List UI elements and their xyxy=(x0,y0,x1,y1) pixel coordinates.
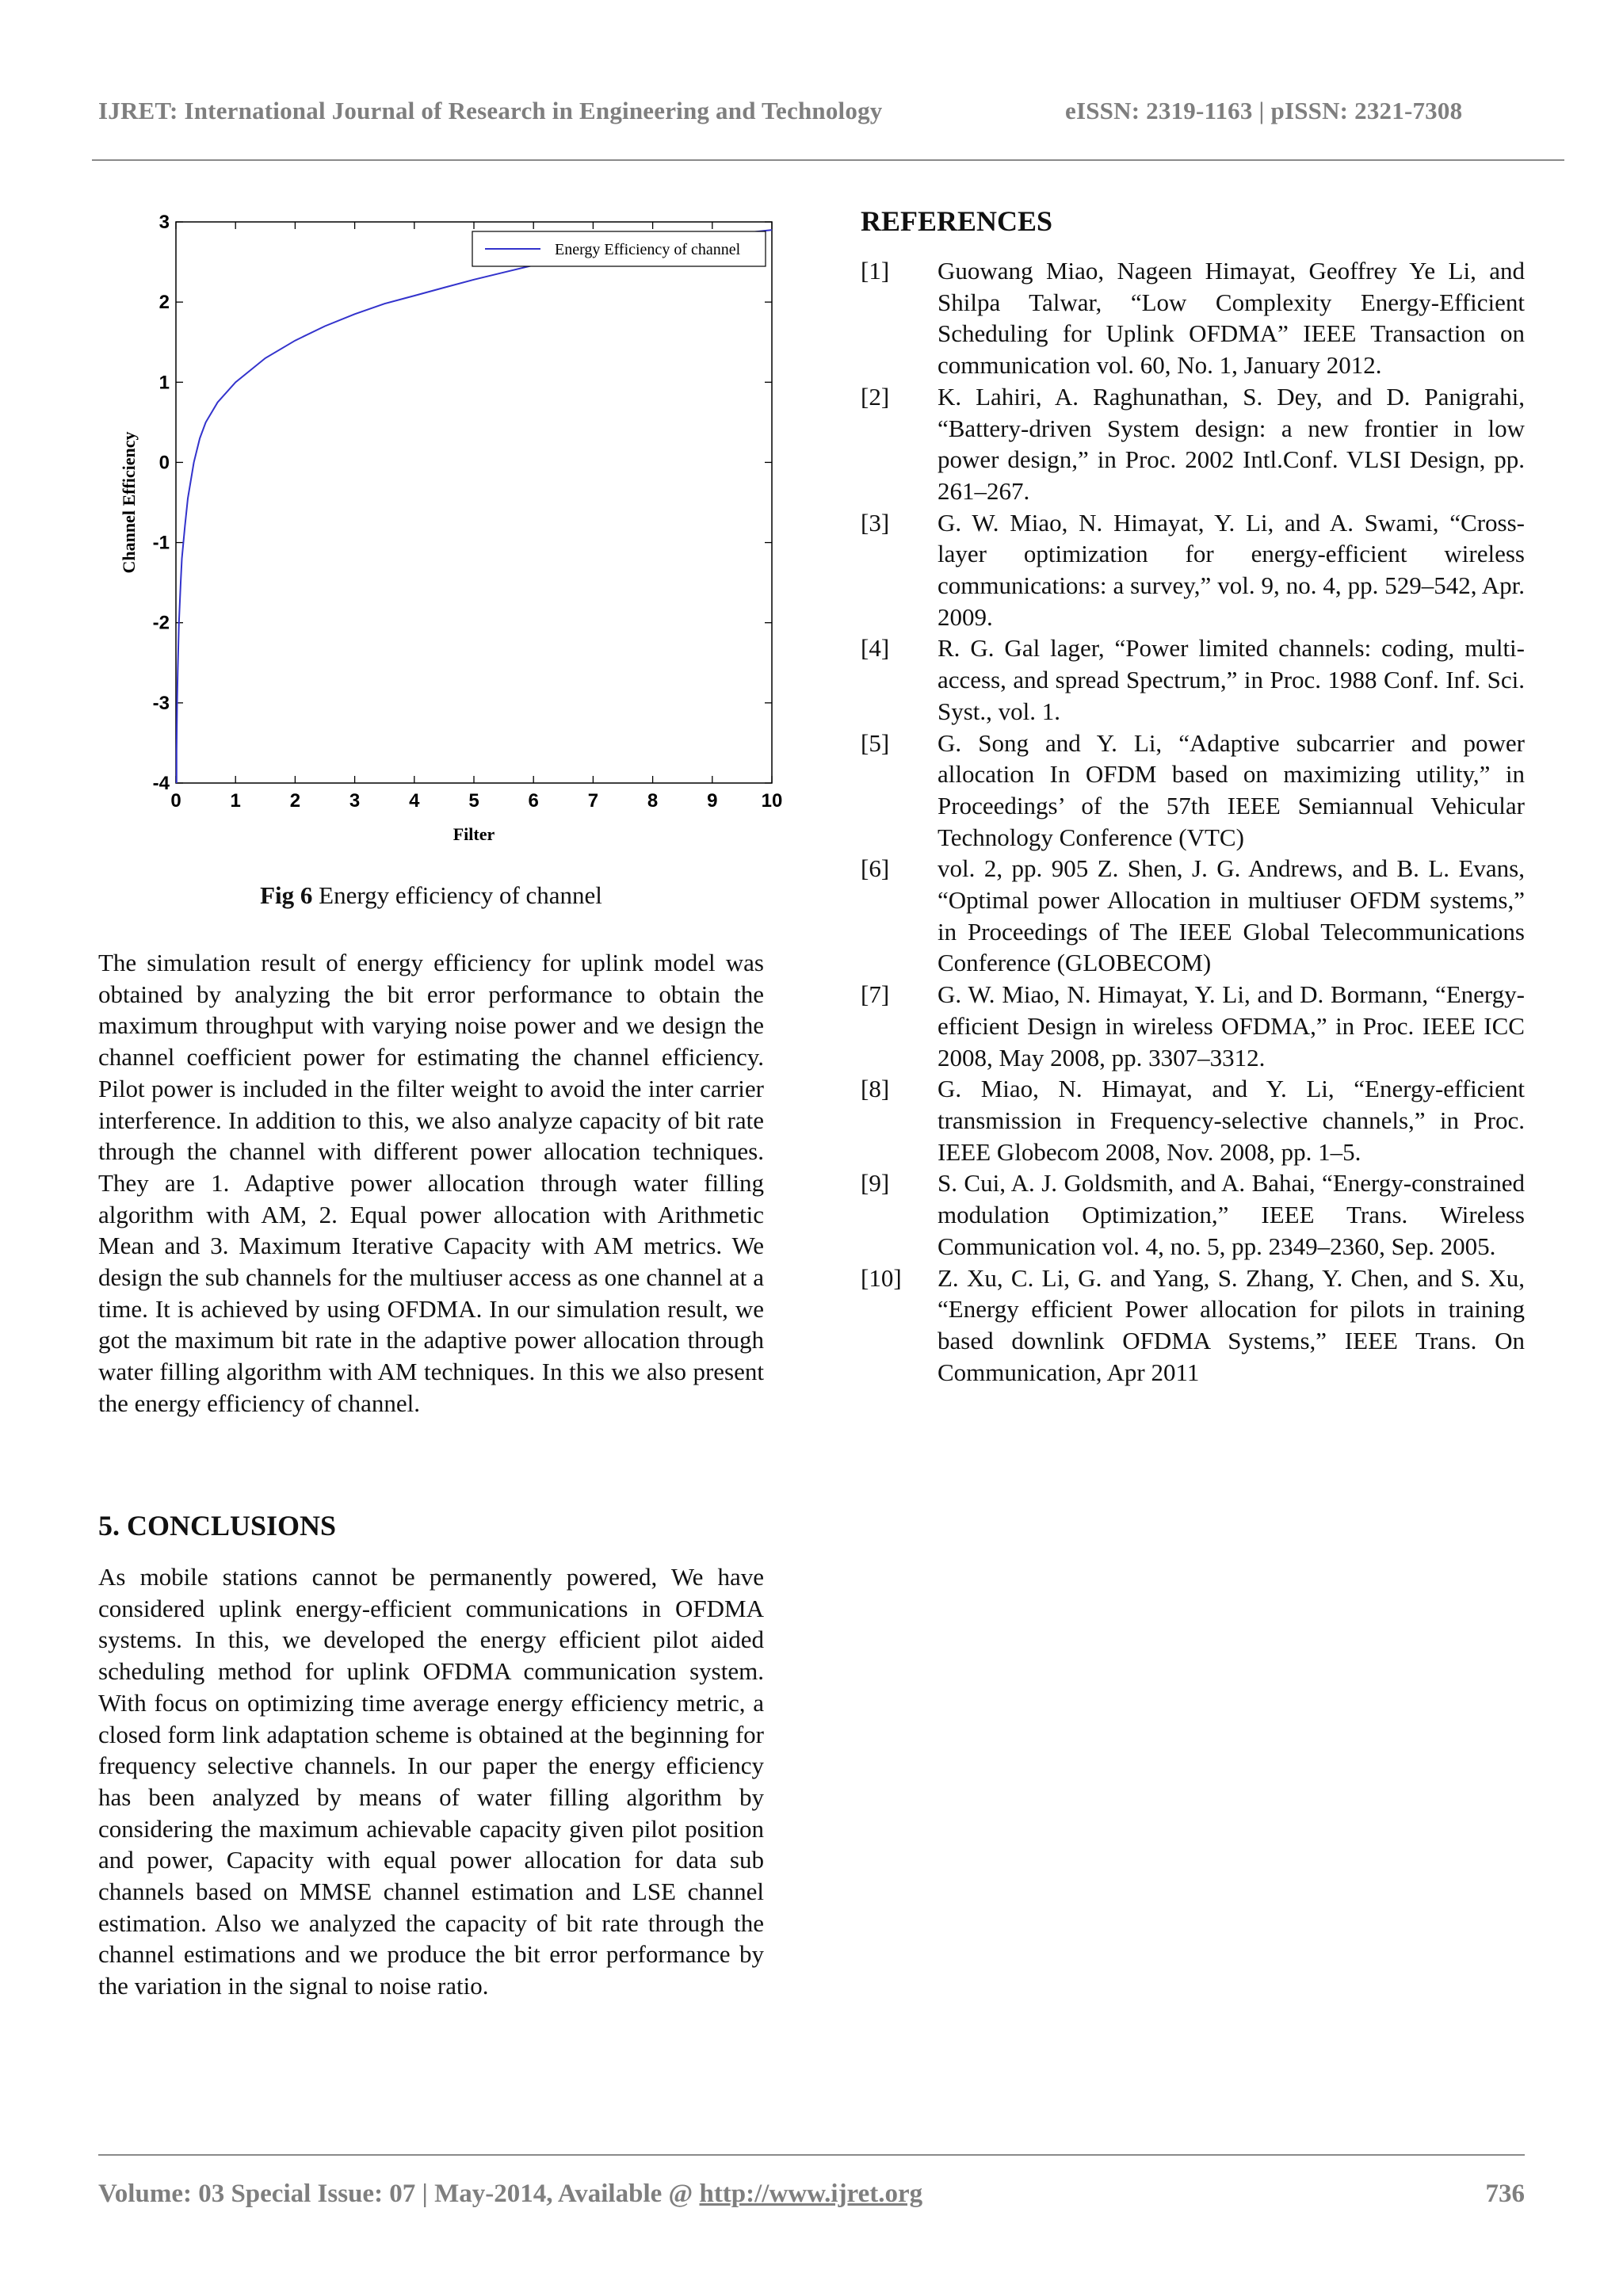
y-tick-label: 0 xyxy=(158,452,170,474)
footer-volume xyxy=(98,2179,922,2209)
x-tick-label: 6 xyxy=(528,790,539,812)
reference-item xyxy=(861,1263,1525,1389)
reference-text: G. Miao, N. Himayat, and Y. Li, “Energy-efficient transmission in Frequency-selective channels,” in Proc. IEEE Globecom 2008, Nov. 2008, pp. 1–5. xyxy=(938,1075,1525,1166)
reference-number: [5] xyxy=(861,728,890,757)
reference-number: [3] xyxy=(861,508,890,537)
energy-efficiency-chart xyxy=(111,198,792,856)
x-tick-label: 3 xyxy=(349,790,361,812)
references-list xyxy=(861,255,1525,1388)
reference-item xyxy=(861,255,1525,381)
journal-title: IJRET: International Journal of Research in Engineering and Technology xyxy=(98,97,883,124)
figure-caption-text: Energy efficiency of channel xyxy=(312,881,602,909)
x-tick-label: 1 xyxy=(230,790,241,812)
reference-text: S. Cui, A. J. Goldsmith, and A. Bahai, “Energy-constrained modulation Optimization,” IEEE Trans. Wireless Communication vol. 4, no. 5, pp. 2349–2360, Sep. 2005. xyxy=(938,1169,1525,1260)
reference-item xyxy=(861,979,1525,1073)
reference-text: vol. 2, pp. 905 Z. Shen, J. G. Andrews, and B. L. Evans, “Optimal power Allocation in multiuser OFDM systems,” in Proceedings of The IEEE Global Telecommunications Conference (GLOBECOM) xyxy=(938,854,1525,977)
reference-number: [9] xyxy=(861,1169,890,1198)
header-divider xyxy=(92,159,1564,161)
footer-divider xyxy=(98,2154,1525,2156)
x-tick-label: 5 xyxy=(468,790,479,812)
reference-number: [10] xyxy=(861,1263,902,1292)
conclusions-paragraph: As mobile stations cannot be permanently powered, We have considered uplink energy-efficient communications in OFDMA systems. In this, we developed the energy efficient pilot aided scheduling method for uplink OFDMA communication system. With focus on optimizing time average energy efficiency metric, a closed form link adaptation scheme is obtained at the beginning for frequency selective channels. In our paper the energy efficiency has been analyzed by means of water filling algorithm by considering the maximum achievable capacity given pilot position and power, Capacity with equal power allocation for data sub channels based on MMSE channel estimation and LSE channel estimation. Also we analyzed the capacity of bit rate through the channel estimations and we produce the bit error performance by the variation in the signal to noise ratio. xyxy=(98,1563,764,2000)
x-tick-label: 2 xyxy=(289,790,301,812)
footer-volume-text: Volume: 03 Special Issue: 07 | May-2014, Available @ xyxy=(98,2179,700,2208)
x-tick-label: 7 xyxy=(587,790,599,812)
reference-number: [4] xyxy=(861,634,890,663)
conclusions-heading: 5. CONCLUSIONS xyxy=(98,1510,337,1541)
reference-number: [7] xyxy=(861,980,890,1009)
reference-text: K. Lahiri, A. Raghunathan, S. Dey, and D. Panigrahi, “Battery-driven System design: a new frontier in low power design,” in Proc. 2002 Intl.Conf. VLSI Design, pp. 261–267. xyxy=(938,382,1525,505)
reference-item xyxy=(861,507,1525,633)
reference-item xyxy=(861,381,1525,507)
reference-item xyxy=(861,728,1525,854)
y-tick-label: -4 xyxy=(152,773,170,794)
reference-text: G. W. Miao, N. Himayat, Y. Li, and D. Bormann, “Energy-efficient Design in wireless OFDMA,” in Proc. IEEE ICC 2008, May 2008, pp. 3307–3312. xyxy=(938,980,1525,1072)
reference-item xyxy=(861,1167,1525,1262)
reference-item xyxy=(861,632,1525,727)
reference-text: G. Song and Y. Li, “Adaptive subcarrier and power allocation In OFDM based on maximizing utility,” in Proceedings’ of the 57th IEEE Semiannual Vehicular Technology Conference (VTC) xyxy=(938,728,1525,851)
reference-text: Z. Xu, C. Li, G. and Yang, S. Zhang, Y. Chen, and S. Xu, “Energy efficient Power allocation for pilots in training based downlink OFDMA Systems,” IEEE Trans. On Communication, Apr 2011 xyxy=(938,1263,1525,1386)
results-paragraph: The simulation result of energy efficiency for uplink model was obtained by analyzing the bit error performance to obtain the maximum throughput with varying noise power and we design the channel coefficient power for estimating the channel efficiency. Pilot power is included in the filter weight to avoid the inter carrier interference. In addition to this, we also analyze capacity of bit rate through the channel with different power allocation techniques. They are 1. Adaptive power allocation through water filling algorithm with AM, 2. Equal power allocation with Arithmetic Mean and 3. Maximum Iterative Capacity with AM metrics. We design the sub channels for the multiuser access as one channel at a time. It is achieved by using OFDMA. In our simulation result, we got the maximum bit rate in the adaptive power allocation through water filling algorithm with AM techniques. In this we also present the energy efficiency of channel. xyxy=(98,949,764,1417)
y-tick-label: 3 xyxy=(158,212,170,233)
x-axis-label: Filter xyxy=(453,824,495,844)
x-tick-label: 10 xyxy=(761,790,783,812)
references-heading: REFERENCES xyxy=(861,205,1053,237)
y-tick-label: 2 xyxy=(158,292,170,314)
x-tick-label: 8 xyxy=(647,790,659,812)
y-tick-label: 1 xyxy=(158,372,170,394)
journal-issn: eISSN: 2319-1163 | pISSN: 2321-7308 xyxy=(1065,97,1463,124)
reference-number: [6] xyxy=(861,854,890,883)
reference-text: R. G. Gal lager, “Power limited channels: coding, multi-access, and spread Spectrum,” in Proc. 1988 Conf. Inf. Sci. Syst., vol. 1. xyxy=(938,634,1525,725)
plot-area xyxy=(176,222,772,783)
y-axis-label: Channel Efficiency xyxy=(119,431,139,574)
reference-number: [2] xyxy=(861,382,890,411)
y-tick-label: -2 xyxy=(152,612,170,634)
x-tick-label: 0 xyxy=(170,790,181,812)
reference-text: G. W. Miao, N. Himayat, Y. Li, and A. Swami, “Cross-layer optimization for energy-efficient wireless communications: a survey,” vol. 9, no. 4, pp. 529–542, Apr. 2009. xyxy=(938,508,1525,631)
reference-number: [1] xyxy=(861,257,890,285)
x-tick-label: 9 xyxy=(707,790,718,812)
reference-number: [8] xyxy=(861,1075,890,1103)
figure-6 xyxy=(111,198,792,856)
figure-caption-label: Fig 6 xyxy=(260,881,313,909)
journal-link[interactable]: http://www.ijret.org xyxy=(699,2179,923,2208)
legend-entry: Energy Efficiency of channel xyxy=(555,241,741,258)
y-tick-label: -3 xyxy=(152,692,170,714)
reference-text: Guowang Miao, Nageen Himayat, Geoffrey Ye Li, and Shilpa Talwar, “Low Complexity Energy-Efficient Scheduling for Uplink OFDMA” IEEE Transaction on communication vol. 60, No. 1, January 2012. xyxy=(938,257,1525,380)
page-number: 736 xyxy=(1485,2179,1525,2208)
x-tick-label: 4 xyxy=(409,790,420,812)
figure-caption xyxy=(98,881,764,910)
reference-item xyxy=(861,853,1525,979)
y-tick-label: -1 xyxy=(152,532,170,554)
reference-item xyxy=(861,1073,1525,1167)
